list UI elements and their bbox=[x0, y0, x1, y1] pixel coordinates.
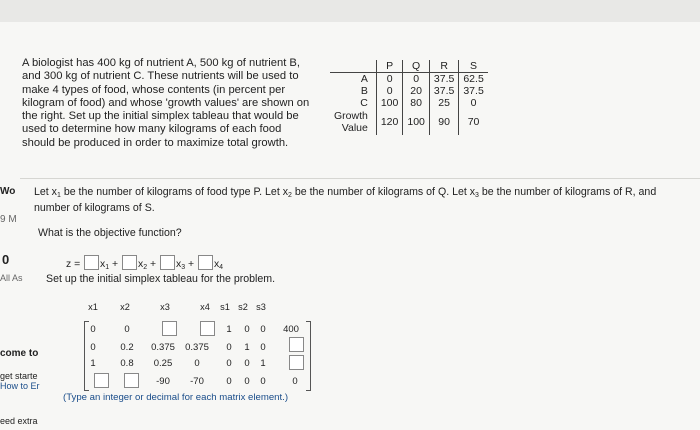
objective-question: What is the objective function? bbox=[38, 227, 182, 239]
nutrient-table bbox=[330, 60, 488, 135]
matrix-cell: 0.375 bbox=[185, 342, 209, 353]
growth-cell: 120 bbox=[376, 109, 403, 135]
subscript: 1 bbox=[105, 264, 110, 271]
z-label: z = bbox=[66, 259, 81, 270]
matrix-cell: 0 bbox=[226, 358, 232, 369]
table-cell: 0 bbox=[459, 97, 488, 109]
col-header: x2 bbox=[120, 302, 130, 312]
matrix-cell: 0 bbox=[292, 376, 298, 387]
col-header: x3 bbox=[160, 302, 170, 312]
growth-cell: 100 bbox=[403, 109, 430, 135]
matrix-cell: 0 bbox=[226, 376, 232, 387]
col-header: x1 bbox=[88, 302, 98, 312]
input-hint: (Type an integer or decimal for each matrix element.) bbox=[63, 392, 289, 403]
side-label-zero: 0 bbox=[2, 252, 10, 267]
tableau-prompt: Set up the initial simplex tableau for the problem. bbox=[46, 273, 276, 285]
side-label-9m: 9 M bbox=[0, 214, 17, 225]
table-cell: 100 bbox=[376, 97, 403, 109]
section-divider bbox=[20, 178, 700, 179]
matrix-cell: 0 bbox=[194, 358, 200, 369]
matrix-input[interactable] bbox=[162, 321, 177, 336]
col-header: x4 bbox=[200, 302, 210, 312]
matrix-input[interactable] bbox=[94, 373, 109, 388]
objective-function bbox=[66, 255, 223, 271]
matrix-cell: 0 bbox=[244, 376, 250, 387]
subscript: 3 bbox=[475, 192, 479, 199]
matrix-cell: 0 bbox=[90, 324, 96, 335]
matrix-input[interactable] bbox=[124, 373, 139, 388]
let-text: be the number of kilograms of food type P. Let x bbox=[63, 186, 288, 198]
matrix-input[interactable] bbox=[289, 337, 304, 352]
side-label-come: come to bbox=[0, 348, 39, 359]
plus-sign: + bbox=[150, 259, 157, 270]
table-cell: 62.5 bbox=[459, 73, 488, 86]
side-label-wo: Wo bbox=[0, 186, 16, 197]
subscript: 2 bbox=[143, 264, 148, 271]
matrix-cell: 1 bbox=[260, 358, 266, 369]
table-cell: 37.5 bbox=[429, 85, 458, 97]
matrix-cell: 0.25 bbox=[153, 358, 173, 369]
let-text: Let x bbox=[34, 186, 57, 198]
value-label: Value bbox=[341, 122, 368, 134]
matrix-cell: 0.8 bbox=[120, 358, 134, 369]
var-x: x bbox=[100, 259, 106, 270]
simplex-tableau bbox=[84, 302, 314, 390]
coef-input-4[interactable] bbox=[198, 255, 213, 270]
col-header: S bbox=[459, 60, 488, 73]
table-cell: 25 bbox=[429, 97, 458, 109]
plus-sign: + bbox=[187, 259, 195, 270]
var-x: x bbox=[138, 259, 144, 270]
matrix-cell: 400 bbox=[283, 324, 299, 335]
matrix-cell: 0.2 bbox=[120, 342, 134, 353]
matrix-input[interactable] bbox=[289, 355, 304, 370]
coef-input-3[interactable] bbox=[160, 255, 175, 270]
table-cell: 0 bbox=[376, 85, 403, 97]
matrix-cell: 0 bbox=[244, 324, 250, 335]
matrix-cell: 1 bbox=[226, 324, 232, 335]
var-x: x bbox=[213, 259, 220, 270]
var-x: x bbox=[175, 259, 182, 270]
let-text: be the number of kilograms of R, and bbox=[481, 186, 657, 198]
side-label-get[interactable]: get starte bbox=[0, 371, 38, 381]
matrix-cell: 0 bbox=[260, 376, 266, 387]
side-label-how[interactable]: How to Er bbox=[0, 381, 40, 391]
col-header: s3 bbox=[256, 302, 266, 312]
subscript: 2 bbox=[288, 192, 292, 199]
row-label: C bbox=[360, 97, 368, 109]
matrix-cell: 0 bbox=[244, 358, 250, 369]
matrix-cell: 0 bbox=[260, 324, 266, 335]
problem-statement: A biologist has 400 kg of nutrient A, 500 kg of nutrient B, and 300 kg of nutrient C. These nutrients will be used to make 4 types of food, whose contents (in percent per kilogram of food) and whose 'growth values' are shown on the right. Set up the initial simplex tableau that would be used to determine how many kilograms of each food should be produced in order to maximize total growth. bbox=[22, 57, 310, 149]
growth-cell: 70 bbox=[459, 109, 488, 135]
coef-input-2[interactable] bbox=[122, 255, 137, 270]
subscript: 1 bbox=[56, 192, 61, 199]
subscript: 4 bbox=[219, 264, 224, 271]
top-bar bbox=[0, 0, 700, 23]
table-cell: 37.5 bbox=[459, 85, 488, 97]
matrix-cell: 0 bbox=[260, 342, 266, 353]
col-header: s2 bbox=[238, 302, 248, 312]
matrix-cell: 0 bbox=[124, 324, 130, 335]
table-cell: 0 bbox=[376, 73, 403, 86]
row-label: A bbox=[360, 73, 368, 85]
side-label-eed: eed extra bbox=[0, 416, 38, 426]
col-header: s1 bbox=[220, 302, 230, 312]
matrix-cell: 0 bbox=[226, 342, 232, 353]
subscript: 3 bbox=[181, 264, 186, 271]
growth-cell: 90 bbox=[429, 109, 458, 135]
side-label-all: All As bbox=[0, 273, 23, 283]
coef-input-1[interactable] bbox=[84, 255, 99, 270]
matrix-cell: 0.375 bbox=[151, 342, 175, 353]
row-label: B bbox=[360, 85, 368, 97]
matrix-cell: 1 bbox=[244, 342, 250, 353]
plus-sign: + bbox=[112, 259, 119, 270]
col-header: P bbox=[376, 60, 403, 73]
growth-label: Growth bbox=[334, 110, 368, 122]
variable-definition bbox=[34, 186, 656, 199]
table-cell: 80 bbox=[403, 97, 430, 109]
col-header: R bbox=[429, 60, 458, 73]
matrix-cell: -70 bbox=[190, 376, 204, 387]
table-cell: 0 bbox=[403, 73, 430, 86]
col-header: Q bbox=[403, 60, 430, 73]
variable-definition-line2: number of kilograms of S. bbox=[34, 202, 155, 214]
matrix-cell: 1 bbox=[90, 358, 96, 369]
growth-value-label bbox=[330, 109, 376, 135]
matrix-cell: -90 bbox=[156, 376, 170, 387]
matrix-cell: 0 bbox=[90, 342, 96, 353]
table-cell: 20 bbox=[403, 85, 430, 97]
let-text: be the number of kilograms of Q. Let x bbox=[294, 186, 476, 198]
table-cell: 37.5 bbox=[429, 73, 458, 86]
